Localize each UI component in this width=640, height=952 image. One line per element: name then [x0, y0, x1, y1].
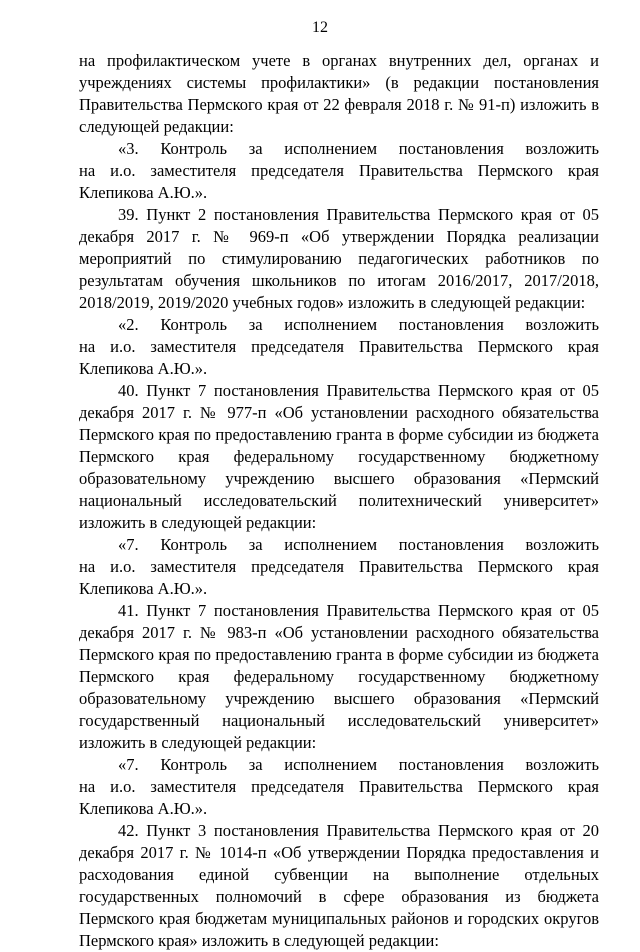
- paragraph-item-41: 41. Пункт 7 постановления Правительства Пермского края от 05 декабря 2017 г. № 983-п «Об установлении расходного обязательства Пермского края по предоставлению гранта в форме субсидии из бюджета Пермского края федеральному государственному бюджетному образовательному учреждению высшего образования «Пермский государственный национальный исследовательский университет» изложить в следующей редакции:: [79, 601, 599, 752]
- quoted-amendment-3: [79, 138, 599, 204]
- quote-line: Клепикова А.Ю.».: [79, 183, 208, 202]
- quote-line: «3. Контроль за исполнением постановления возложить: [118, 139, 599, 158]
- paragraph-item-40: 40. Пункт 7 постановления Правительства Пермского края от 05 декабря 2017 г. № 977-п «Об установлении расходного обязательства Пермского края по предоставлению гранта в форме субсидии из бюджета Пермского края федеральному государственному бюджетному образовательному учреждению высшего образования «Пермский национальный исследовательский политехнический университет» изложить в следующей редакции:: [79, 381, 599, 532]
- quote-line: Клепикова А.Ю.».: [79, 579, 208, 598]
- paragraph-continuation: на профилактическом учете в органах внутренних дел, органах и учреждениях системы профилактики» (в редакции постановления Правительства Пермского края от 22 февраля 2018 г. № 91-п) изложить в следующей редакции:: [79, 51, 599, 136]
- quote-line: на и.о. заместителя председателя Правительства Пермского края: [79, 777, 599, 796]
- quote-line: на и.о. заместителя председателя Правительства Пермского края: [79, 337, 599, 356]
- paragraph-item-39: 39. Пункт 2 постановления Правительства Пермского края от 05 декабря 2017 г. № 969-п «Об утверждении Порядка реализации мероприятий по стимулированию педагогических работников по результатам обучения школьников по итогам 2016/2017, 2017/2018, 2018/2019, 2019/2020 учебных годов» изложить в следующей редакции:: [79, 205, 599, 312]
- quote-line: Клепикова А.Ю.».: [79, 799, 208, 818]
- quoted-amendment-7b: [79, 754, 599, 820]
- page-number: 12: [312, 19, 328, 36]
- paragraph-item-42: 42. Пункт 3 постановления Правительства Пермского края от 20 декабря 2017 г. № 1014-п «Об утверждении Порядка предоставления и расходования единой субвенции на выполнение отдельных государственных полномочий в сфере образования из бюджета Пермского края бюджетам муниципальных районов и городских округов Пермского края» изложить в следующей редакции:: [79, 821, 599, 950]
- quote-line: «2. Контроль за исполнением постановления возложить: [118, 315, 599, 334]
- quoted-amendment-2: [79, 314, 599, 380]
- document-body: [79, 50, 599, 952]
- quoted-amendment-7a: [79, 534, 599, 600]
- quote-line: Клепикова А.Ю.».: [79, 359, 208, 378]
- quote-line: «7. Контроль за исполнением постановления возложить: [118, 535, 599, 554]
- quote-line: на и.о. заместителя председателя Правительства Пермского края: [79, 557, 599, 576]
- quote-line: на и.о. заместителя председателя Правительства Пермского края: [79, 161, 599, 180]
- quote-line: «7. Контроль за исполнением постановления возложить: [118, 755, 599, 774]
